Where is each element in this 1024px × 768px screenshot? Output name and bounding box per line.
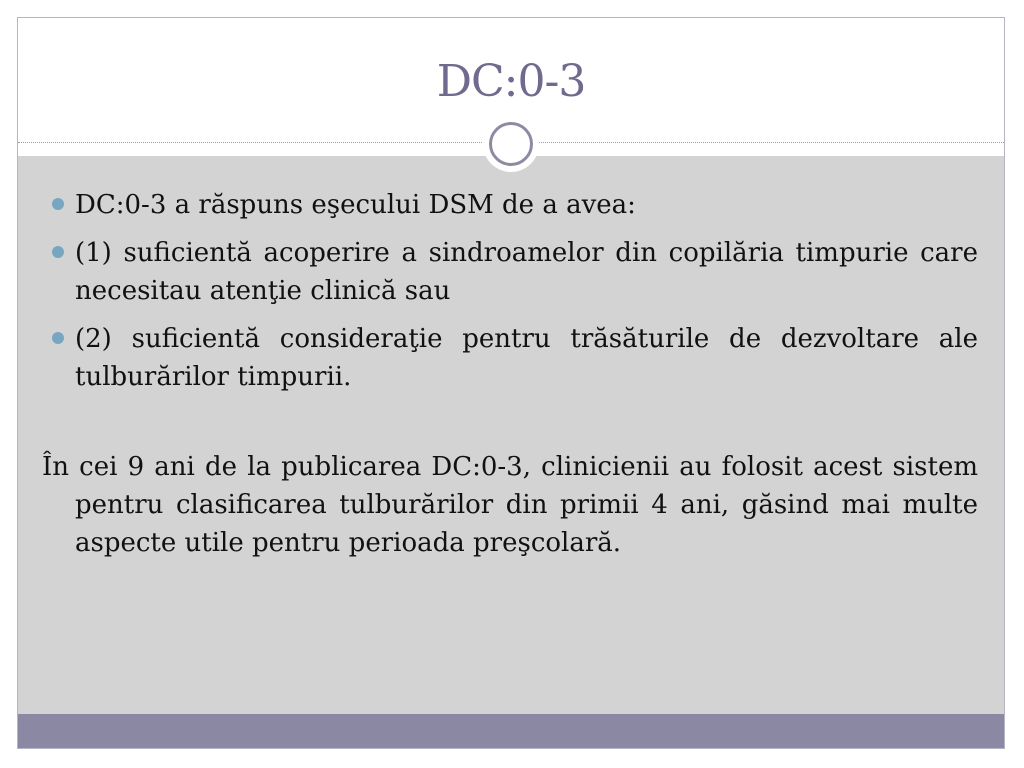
bullet-item-1 — [42, 186, 978, 224]
bullet-text: (2) suficientă consideraţie pentru trăsăturile de dezvoltare ale tulburărilor timpurii. — [75, 324, 978, 392]
circle-ornament-icon — [483, 116, 539, 172]
bullet-dot-icon — [52, 246, 64, 258]
bullet-text: DC:0-3 a răspuns eşecului DSM de a avea: — [75, 190, 636, 220]
content-area — [18, 156, 1004, 716]
bullet-dot-icon — [52, 198, 64, 210]
slide-title: DC:0-3 — [436, 56, 586, 107]
bullet-item-2 — [42, 234, 978, 310]
bullet-item-3 — [42, 320, 978, 396]
bullet-dot-icon — [52, 332, 64, 344]
ring-icon — [489, 122, 533, 166]
slide-body — [42, 186, 978, 562]
slide-frame — [17, 17, 1005, 749]
body-paragraph: În cei 9 ani de la publicarea DC:0-3, clinicienii au folosit acest sistem pentru clasificarea tulburărilor din primii 4 ani, găsind mai multe aspecte utile pentru perioada preşcolară. — [42, 452, 978, 558]
footer-bar — [18, 714, 1004, 748]
bullet-text: (1) suficientă acoperire a sindroamelor din copilăria timpurie care necesitau atenţie clinică sau — [75, 238, 978, 306]
